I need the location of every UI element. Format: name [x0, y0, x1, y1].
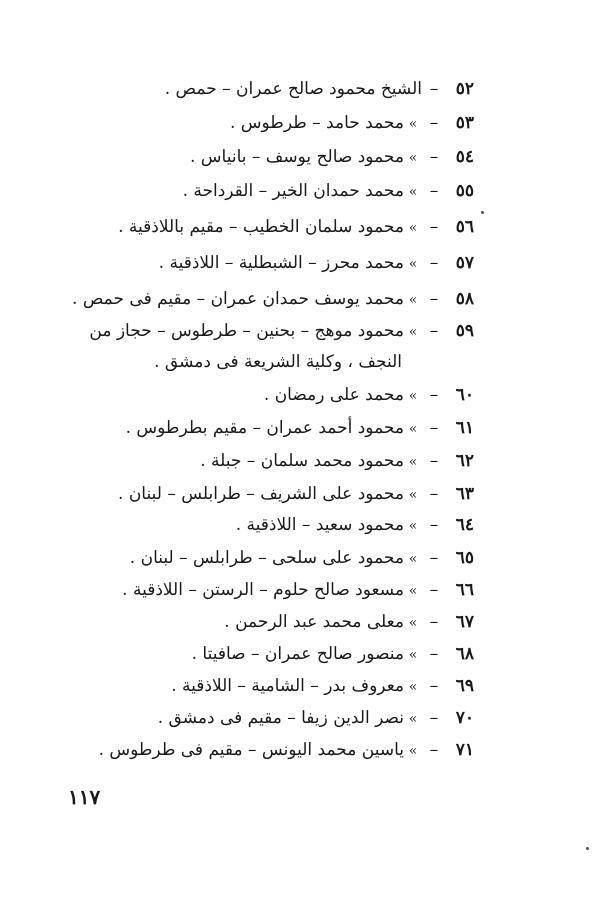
list-entry	[4, 605, 474, 639]
list-entry	[4, 72, 474, 106]
ditto-mark: »	[408, 388, 418, 404]
entry-dash: –	[429, 321, 439, 341]
scan-speck	[481, 211, 484, 214]
entry-text: محمود سلمان الخطيب – مقيم باللاذقية .	[118, 217, 404, 237]
ditto-mark: »	[408, 256, 418, 272]
entry-text: محمد حامد – طرطوس .	[229, 113, 404, 133]
ditto-mark: »	[408, 220, 418, 236]
list-entry	[4, 573, 474, 607]
entry-text: الشيخ محمود صالح عمران – حمص .	[164, 79, 422, 99]
entry-number: ٥٥	[455, 181, 474, 201]
ditto-mark: »	[408, 487, 418, 503]
entry-number: ٥٢	[455, 79, 474, 99]
entry-dash: –	[429, 217, 439, 237]
entry-text: محمد محرز – الشبطلية – اللاذقية .	[158, 253, 404, 273]
entry-dash: –	[429, 580, 439, 600]
entry-dash: –	[429, 79, 439, 99]
list-entry	[4, 282, 474, 316]
page-number: ١١٧	[68, 785, 101, 809]
ditto-mark: »	[408, 615, 418, 631]
entry-text: محمد يوسف حمدان عمران – مقيم فى حمص .	[72, 289, 404, 309]
entry-number: ٥٩	[455, 321, 474, 341]
entry-dash: –	[429, 740, 439, 760]
entry-number: ٦٢	[455, 451, 474, 471]
entry-dash: –	[429, 484, 439, 504]
scan-speck	[586, 847, 589, 850]
entry-dash: –	[429, 644, 439, 664]
list-entry	[4, 174, 474, 208]
ditto-mark: »	[408, 116, 418, 132]
ditto-mark: »	[408, 679, 418, 695]
entry-text: معروف بدر – الشامية – اللاذقية .	[171, 676, 404, 696]
entry-dash: –	[429, 113, 439, 133]
ditto-mark: »	[408, 150, 418, 166]
ditto-mark: »	[408, 454, 418, 470]
entry-number: ٥٣	[455, 113, 474, 133]
list-entry	[4, 733, 474, 767]
entry-number: ٧٠	[455, 708, 474, 728]
entry-continuation: النجف ، وكلية الشريعة فى دمشق .	[154, 352, 402, 372]
entry-number: ٥٤	[455, 147, 474, 167]
list-entry	[4, 701, 474, 735]
entry-dash: –	[429, 289, 439, 309]
list-entry	[4, 140, 474, 174]
entry-number: ٦١	[455, 418, 474, 438]
entry-number: ٦٧	[455, 612, 474, 632]
entry-number: ٥٧	[455, 253, 474, 273]
list-entry	[4, 541, 474, 575]
list-entry	[4, 106, 474, 140]
ditto-mark: »	[408, 324, 418, 340]
list-entry	[4, 669, 474, 703]
entry-text: محمود على سلحى – طرابلس – لبنان .	[129, 548, 404, 568]
entry-text: محمود على الشريف – طرابلس – لبنان .	[118, 484, 404, 504]
entry-dash: –	[429, 612, 439, 632]
entry-text: محمود صالح يوسف – بانياس .	[189, 147, 404, 167]
entry-text: مسعود صالح حلوم – الرستن – اللاذقية .	[122, 580, 404, 600]
list-entry	[4, 210, 474, 244]
entry-dash: –	[429, 708, 439, 728]
entry-text: منصور صالح عمران – صافيتا .	[191, 644, 404, 664]
entry-text: محمود موهج – بحنين – طرطوس – حجاز من	[89, 321, 404, 341]
entry-dash: –	[429, 147, 439, 167]
entry-dash: –	[429, 548, 439, 568]
list-entry	[4, 246, 474, 280]
entry-number: ٧١	[455, 740, 474, 760]
entry-text: محمود أحمد عمران – مقيم بطرطوس .	[125, 418, 404, 438]
entry-dash: –	[429, 418, 439, 438]
entry-text: نصر الدين زيفا – مقيم فى دمشق .	[157, 708, 404, 728]
list-entry	[4, 444, 474, 478]
entry-number: ٦٥	[455, 548, 474, 568]
entry-number: ٦٠	[455, 385, 474, 405]
entry-number: ٦٤	[455, 515, 474, 535]
ditto-mark: »	[408, 743, 418, 759]
list-entry	[4, 637, 474, 671]
list-entry	[4, 411, 474, 445]
ditto-mark: »	[408, 421, 418, 437]
entry-dash: –	[429, 253, 439, 273]
ditto-mark: »	[408, 551, 418, 567]
ditto-mark: »	[408, 711, 418, 727]
entry-text: محمود محمد سلمان – جبلة .	[200, 451, 404, 471]
ditto-mark: »	[408, 184, 418, 200]
entry-text: محمد حمدان الخير – القرداحة .	[182, 181, 404, 201]
entry-dash: –	[429, 181, 439, 201]
entry-text: محمد على رمضان .	[263, 385, 404, 405]
ditto-mark: »	[408, 292, 418, 308]
entry-number: ٥٨	[455, 289, 474, 309]
list-entry	[4, 378, 474, 412]
entry-text: محمود سعيد – اللاذقية .	[235, 515, 404, 535]
list-entry	[4, 508, 474, 542]
ditto-mark: »	[408, 583, 418, 599]
entry-dash: –	[429, 451, 439, 471]
ditto-mark: »	[408, 647, 418, 663]
entry-number: ٦٣	[455, 484, 474, 504]
entry-dash: –	[429, 515, 439, 535]
entry-number: ٦٩	[455, 676, 474, 696]
entry-dash: –	[429, 385, 439, 405]
entry-text: ياسين محمد اليونس – مقيم فى طرطوس .	[98, 740, 404, 760]
entry-text: معلى محمد عبد الرحمن .	[224, 612, 404, 632]
entry-number: ٦٦	[455, 580, 474, 600]
entry-number: ٥٦	[455, 217, 474, 237]
list-entry	[4, 477, 474, 511]
entry-dash: –	[429, 676, 439, 696]
list-entry	[4, 314, 474, 348]
ditto-mark: »	[408, 518, 418, 534]
entry-number: ٦٨	[455, 644, 474, 664]
